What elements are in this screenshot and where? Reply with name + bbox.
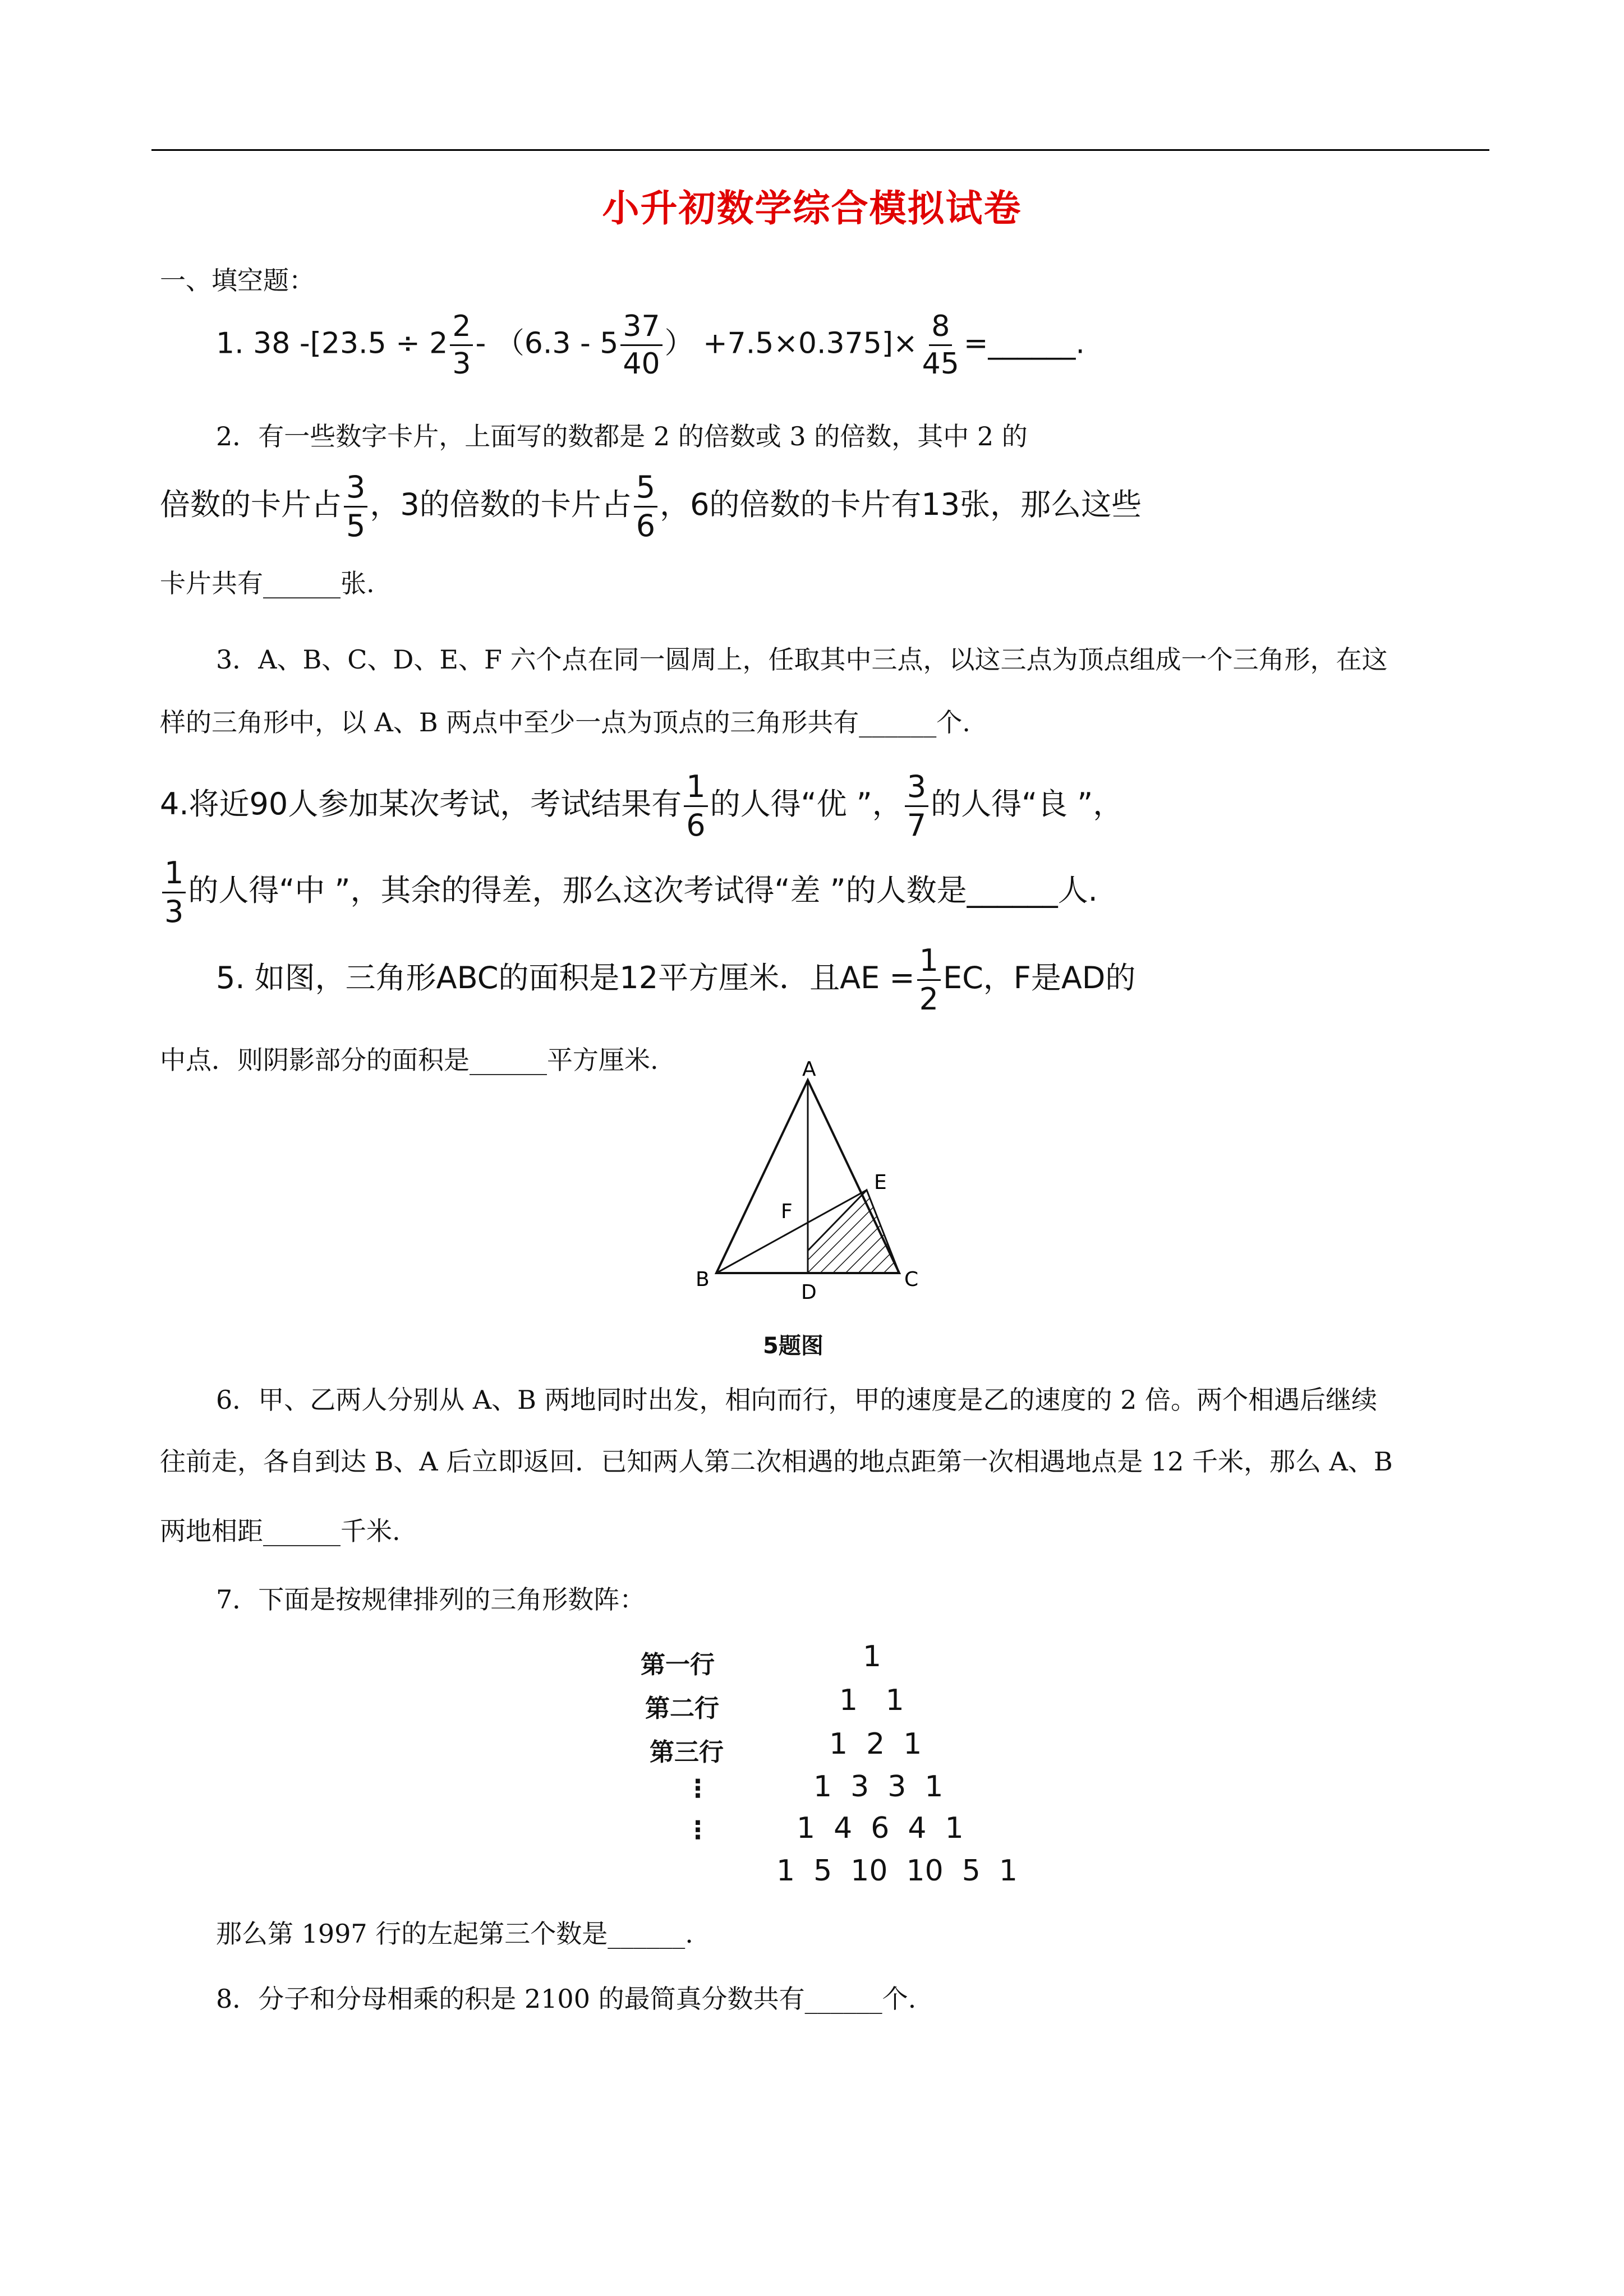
question-7-line-1: 7．下面是按规律排列的三角形数阵： <box>216 1584 646 1615</box>
row-label-1: 第一行 <box>641 1650 715 1679</box>
fraction: $\frac{3}{5}$ <box>344 472 367 541</box>
fraction: $\frac{3}{7}$ <box>905 772 928 841</box>
question-5-line-1: 5. 如图，三角形ABC的面积是12平方厘米．且AE = $\frac{1}{2}$ EC，F是AD的 <box>216 943 1136 1017</box>
fraction: $\frac{1}{3}$ <box>162 858 186 927</box>
header-rule <box>151 149 1489 151</box>
label-d: D <box>801 1281 817 1304</box>
page-title: 小升初数学综合模拟试卷 <box>602 186 1022 230</box>
triangle-row: 1 <box>863 1640 882 1673</box>
triangle-row: 1 1 <box>839 1684 904 1717</box>
label-c: C <box>904 1268 919 1291</box>
question-2-line-3: 卡片共有______张. <box>160 568 375 598</box>
triangle-row: 1 3 3 1 <box>813 1770 944 1804</box>
row-label-2: 第二行 <box>645 1694 719 1723</box>
fraction: $\frac{5}{6}$ <box>634 472 657 541</box>
section-heading: 一、填空题： <box>160 265 315 296</box>
question-3-line-1: 3．A、B、C、D、E、F 六个点在同一圆周上，任取其中三点，以这三点为顶点组成一个三角形，在这 <box>216 644 1388 675</box>
question-2-line-1: 2．有一些数字卡片，上面写的数都是 2 的倍数或 3 的倍数，其中 2 的 <box>216 421 1028 451</box>
fraction: $\frac{2}{3}$ <box>450 312 473 379</box>
question-4-line-2: $\frac{1}{3}$ 的人得“中 ”，其余的得差，那么这次考试得“差 ”的人数是______人. <box>160 858 1098 927</box>
triangle-row: 1 4 6 4 1 <box>797 1811 964 1845</box>
fraction: $\frac{8}{45}$ <box>922 310 959 381</box>
question-5-line-2: 中点．则阴影部分的面积是______平方厘米. <box>160 1045 659 1075</box>
question-6-line-2: 往前走，各自到达 B、A 后立即返回．已知两人第二次相遇的地点距第一次相遇地点是 12 千米，那么 A、B <box>160 1446 1393 1477</box>
question-6-line-1: 6．甲、乙两人分别从 A、B 两地同时出发，相向而行，甲的速度是乙的速度的 2 倍。两个相遇后继续 <box>216 1385 1378 1415</box>
shaded-region <box>808 1190 899 1273</box>
row-label-3: 第三行 <box>650 1738 724 1767</box>
question-7-line-2: 那么第 1997 行的左起第三个数是______. <box>216 1919 693 1949</box>
row-label-ellipsis: ⋮ <box>686 1816 710 1845</box>
question-2-line-2: 倍数的卡片占 $\frac{3}{5}$ ，3的倍数的卡片占 $\frac{5}{6}$ ，6的倍数的卡片有13张，那么这些 <box>160 469 1142 543</box>
label-e: E <box>874 1171 887 1194</box>
fraction: $\frac{1}{6}$ <box>684 772 707 841</box>
figure-caption: 5题图 <box>763 1333 823 1359</box>
fraction: $\frac{37}{40}$ <box>620 312 662 379</box>
fraction: $\frac{1}{2}$ <box>917 946 941 1015</box>
question-6-line-3: 两地相距______千米. <box>160 1516 401 1546</box>
label-a: A <box>802 1058 816 1081</box>
question-4-line-1: 4.将近90人参加某次考试，考试结果有 $\frac{1}{6}$ 的人得“优 ”， $\frac{3}{7}$ 的人得“良 ”， <box>160 769 1124 843</box>
question-1: 1. 38 -[23.5 ÷ 2 $\frac{2}{3}$ - （6.3 - 5 $\frac{37}{40}$ ） +7.5×0.375]× $\frac{8}{45}$ =______. <box>216 310 1085 381</box>
label-b: B <box>696 1268 710 1291</box>
triangle-row: 1 2 1 <box>829 1727 922 1761</box>
question-8-line-1: 8．分子和分母相乘的积是 2100 的最简真分数共有______个. <box>216 1984 917 2014</box>
triangle-figure <box>696 1054 942 1368</box>
row-label-ellipsis: ⋮ <box>686 1774 710 1803</box>
question-3-line-2: 样的三角形中，以 A、B 两点中至少一点为顶点的三角形共有______个. <box>160 707 970 737</box>
triangle-row: 1 5 10 10 5 1 <box>776 1854 1018 1888</box>
label-f: F <box>781 1200 793 1223</box>
